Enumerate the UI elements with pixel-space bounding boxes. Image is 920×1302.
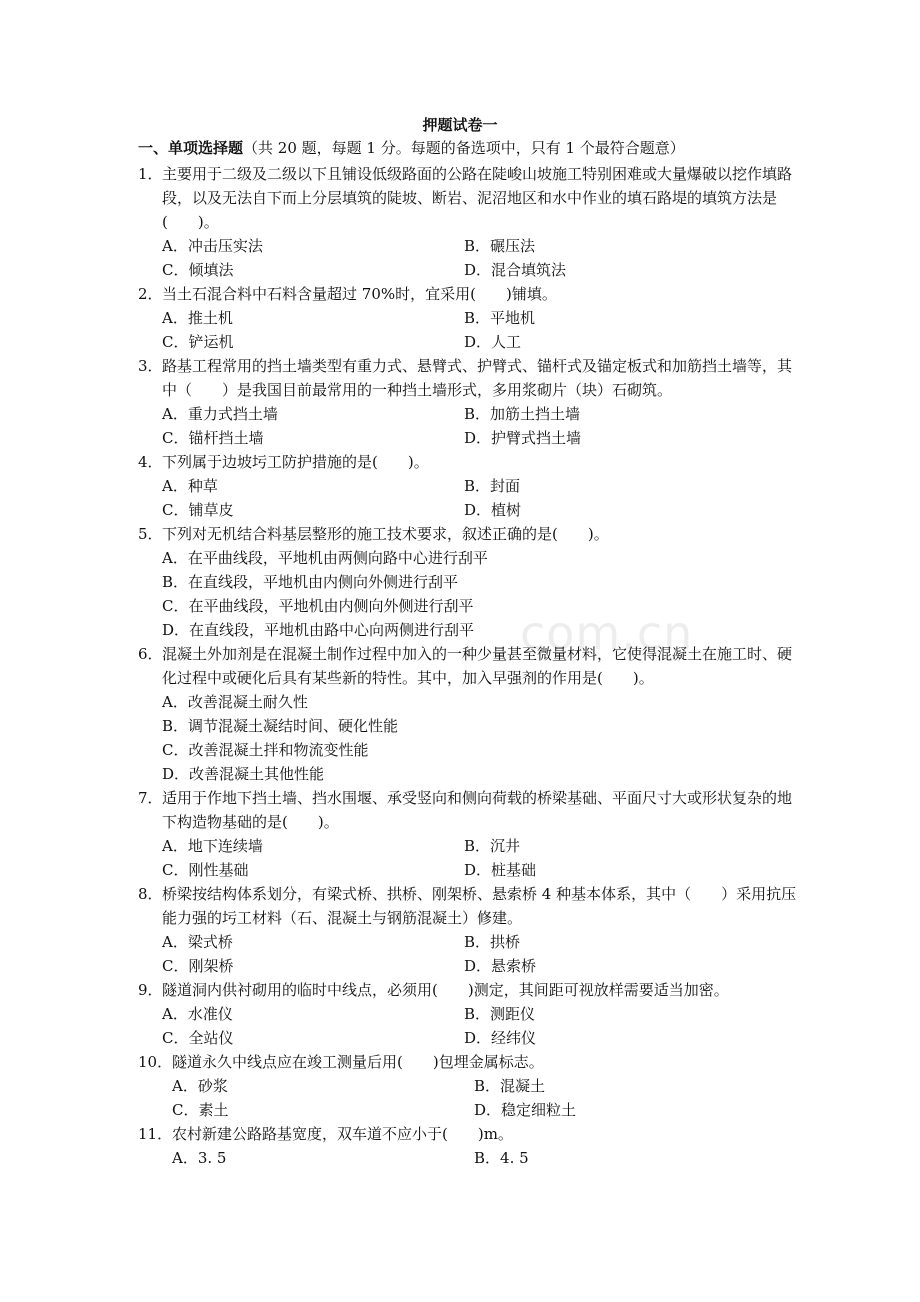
question	[138, 978, 798, 1050]
option-c: C．锚杆挡土墙	[162, 429, 264, 447]
question-stem: 主要用于二级及二级以下且铺设低级路面的公路在陡峻山坡施工特别困难或大量爆破以挖作填路段，以及无法自下而上分层填筑的陡坡、断岩、泥沼地区和水中作业的填石路堤的填筑方法是( )。	[162, 165, 793, 231]
question-stem: 适用于作地下挡土墙、挡水围堰、承受竖向和侧向荷载的桥梁基础、平面尺寸大或形状复杂的地下构造物基础的是( )。	[162, 789, 793, 831]
option-b: B．沉井	[464, 837, 521, 855]
option-d: D．悬索桥	[464, 957, 537, 975]
option-c: C．铺草皮	[162, 501, 234, 519]
option-c: C．铲运机	[162, 333, 234, 351]
option-d: D．人工	[464, 333, 522, 351]
option-b: B．碾压法	[464, 237, 536, 255]
question-number: 4．	[138, 453, 163, 471]
question	[138, 450, 798, 522]
option-a: A．种草	[162, 477, 218, 495]
option-d: D．经纬仪	[464, 1029, 537, 1047]
question	[138, 1050, 798, 1122]
question-stem: 下列对无机结合料基层整形的施工技术要求，叙述正确的是( )。	[162, 525, 609, 543]
option-b: B．封面	[464, 477, 521, 495]
option-d: D．植树	[464, 501, 522, 519]
question	[138, 162, 798, 282]
option-d: D．护臂式挡土墙	[464, 429, 582, 447]
option-b: B．在直线段，平地机由内侧向外侧进行刮平	[162, 573, 459, 591]
option-b: B．调节混凝土凝结时间、硬化性能	[162, 717, 399, 735]
option-c: C．改善混凝土拌和物流变性能	[162, 741, 369, 759]
option-b: B．加筋土挡土墙	[464, 405, 581, 423]
option-b: B．拱桥	[464, 933, 521, 951]
exam-title: 押题试卷一	[422, 116, 498, 134]
question	[138, 354, 798, 450]
question-number: 11．	[138, 1125, 173, 1143]
question	[138, 282, 798, 354]
option-c: C．素土	[172, 1101, 229, 1119]
option-c: C．全站仪	[162, 1029, 234, 1047]
option-a: A．地下连续墙	[162, 837, 263, 855]
option-c: C．刚架桥	[162, 957, 234, 975]
question	[138, 1122, 798, 1170]
question	[138, 786, 798, 882]
option-a: A．改善混凝土耐久性	[162, 693, 308, 711]
option-a: A．冲击压实法	[162, 237, 263, 255]
question-stem: 路基工程常用的挡土墙类型有重力式、悬臂式、护臂式、锚杆式及锚定板式和加筋挡土墙等，其中（ ）是我国目前最常用的一种挡土墙形式，多用浆砌片（块）石砌筑。	[162, 357, 793, 399]
question	[138, 882, 798, 978]
question-number: 2．	[138, 285, 163, 303]
option-c: C．倾填法	[162, 261, 234, 279]
option-c: C．在平曲线段，平地机由内侧向外侧进行刮平	[162, 597, 474, 615]
option-d: D．桩基础	[464, 861, 537, 879]
watermark: com.cn	[520, 606, 694, 660]
question-stem: 下列属于边坡圬工防护措施的是( )。	[162, 453, 429, 471]
question-number: 8．	[138, 885, 163, 903]
question	[138, 522, 798, 642]
question-number: 3．	[138, 357, 163, 375]
option-a: A．砂浆	[172, 1077, 228, 1095]
section-note: （共 20 题，每题 1 分。每题的备选项中，只有 1 个最符合题意）	[243, 139, 685, 157]
option-d: D．在直线段，平地机由路中心向两侧进行刮平	[162, 621, 475, 639]
option-d: D．稳定细粒土	[474, 1101, 577, 1119]
question-number: 5．	[138, 525, 163, 543]
question-number: 10．	[138, 1053, 173, 1071]
question-number: 6．	[138, 645, 163, 663]
question-stem: 桥梁按结构体系划分，有梁式桥、拱桥、刚架桥、悬索桥 4 种基本体系，其中（ ）采用抗压能力强的圬工材料（石、混凝土与钢筋混凝土）修建。	[162, 885, 797, 927]
question-list	[138, 162, 798, 1170]
option-a: A．3. 5	[172, 1149, 227, 1167]
option-a: A．重力式挡土墙	[162, 405, 278, 423]
option-b: B．平地机	[464, 309, 536, 327]
option-b: B．4. 5	[474, 1149, 529, 1167]
option-b: B．测距仪	[464, 1005, 536, 1023]
question-number: 1．	[138, 165, 163, 183]
question-stem: 隧道永久中线点应在竣工测量后用( )包埋金属标志。	[172, 1053, 544, 1071]
option-a: A．在平曲线段，平地机由两侧向路中心进行刮平	[162, 549, 488, 567]
section-header	[138, 137, 685, 159]
question-stem: 农村新建公路路基宽度，双车道不应小于( )m。	[172, 1125, 513, 1143]
option-b: B．混凝土	[474, 1077, 546, 1095]
question-number: 7．	[138, 789, 163, 807]
option-a: A．推土机	[162, 309, 233, 327]
question-stem: 混凝土外加剂是在混凝土制作过程中加入的一种少量甚至微量材料，它使得混凝土在施工时、硬化过程中或硬化后具有某些新的特性。其中，加入早强剂的作用是( )。	[162, 645, 793, 687]
question	[138, 642, 798, 786]
question-stem: 隧道洞内供衬砌用的临时中线点，必须用( )测定，其间距可视放样需要适当加密。	[162, 981, 729, 999]
question-number: 9．	[138, 981, 163, 999]
option-d: D．混合填筑法	[464, 261, 567, 279]
option-a: A．水准仪	[162, 1005, 233, 1023]
option-a: A．梁式桥	[162, 933, 233, 951]
option-d: D．改善混凝土其他性能	[162, 765, 325, 783]
section-heading: 一、单项选择题	[138, 139, 244, 157]
question-stem: 当土石混合料中石料含量超过 70%时，宜采用( )铺填。	[162, 285, 557, 303]
option-c: C．刚性基础	[162, 861, 249, 879]
